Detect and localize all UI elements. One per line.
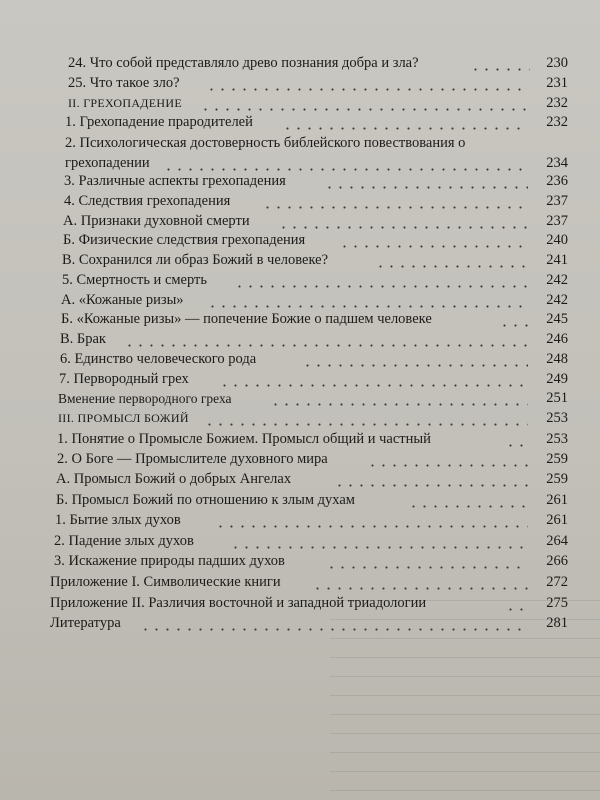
toc-entry [55,510,568,531]
toc-entry-page: 253 [546,431,568,447]
toc-entry-page: 234 [546,155,568,171]
toc-entry-page: 248 [546,351,568,367]
toc-entry-title: А. «Кожаные ризы» [61,292,184,308]
leader-dots [234,285,528,288]
leader-dots [302,364,528,367]
toc-section-heading [58,408,568,429]
toc-entry-title: Б. Промысл Божий по отношению к злым духам [56,492,355,508]
toc-entry-page: 261 [546,512,568,528]
toc-entry [64,191,568,212]
toc-section-heading [68,93,568,114]
toc-entry-page: 237 [546,193,568,209]
toc-entry [65,133,568,154]
toc-entry [57,429,568,450]
toc-entry-title: 4. Следствия грехопадения [64,193,231,209]
toc-entry [57,449,568,470]
toc-entry-page: 237 [546,213,568,229]
leader-dots [339,245,528,248]
toc-entry-title: 7. Первородный грех [59,371,189,387]
toc-entry [60,349,568,370]
toc-entry-title: 2. О Боге — Промыслителе духовного мира [57,451,328,467]
toc-entry-page: 259 [546,451,568,467]
toc-entry [63,211,568,232]
leader-dots [230,546,528,549]
leader-dots [324,186,528,189]
toc-entry-page: 232 [546,114,568,130]
leader-dots [505,444,528,447]
leader-dots [215,525,528,528]
leader-dots [367,464,528,467]
leader-dots [282,127,528,130]
toc-entry-title: 24. Что собой представляло древо познания добра и зла? [68,55,419,71]
toc-entry [65,112,568,133]
toc-entry-title: 1. Понятие о Промысле Божием. Промысл общий и частный [57,431,431,447]
toc-entry-page: 236 [546,173,568,189]
toc-entry-title: III. ПРОМЫСЛ БОЖИЙ [58,411,189,425]
toc-entry-page: 264 [546,533,568,549]
toc-entry-page: 232 [546,95,568,111]
leader-dots [207,305,528,308]
toc-entry-page: 245 [546,311,568,327]
toc-entry [58,388,568,409]
toc-entry-page: 253 [546,410,568,426]
leader-dots [375,265,528,268]
toc-entry [64,171,568,192]
toc-entry-title: В. Брак [60,331,106,347]
leader-dots [206,88,528,91]
toc-entry [60,329,568,350]
toc-entry-page: 230 [546,55,568,71]
toc-entry-title: Вменение первородного греха [58,391,232,406]
leader-dots [262,206,528,209]
toc-entry-title: грехопадении [65,155,150,171]
toc-entry-page: 272 [546,574,568,590]
toc-entry-title: Б. Физические следствия грехопадения [63,232,306,248]
toc-entry [59,369,568,390]
toc-entry-page: 240 [546,232,568,248]
toc-entry [68,73,568,94]
toc-entry-page: 281 [546,615,568,631]
toc-entry [62,270,568,291]
leader-dots [140,628,528,631]
leader-dots [470,68,530,71]
toc-entry-title: 3. Различные аспекты грехопадения [64,173,286,189]
leader-dots [200,108,530,111]
toc-entry [56,490,568,511]
toc-entry-title: А. Промысл Божий о добрых Ангелах [56,471,292,487]
toc-entry-page: 242 [546,292,568,308]
toc-entry-title: 2. Психологическая достоверность библейского повествования о [65,135,466,151]
leader-dots [505,608,528,611]
toc-entry-page: 242 [546,272,568,288]
toc-entry-title: В. Сохранился ли образ Божий в человеке? [62,252,329,268]
toc-entry-title: 2. Падение злых духов [54,533,194,549]
toc-entry-title: Приложение II. Различия восточной и западной триадологии [50,595,427,611]
leader-dots [124,344,528,347]
toc-entry-title: 3. Искажение природы падших духов [54,553,285,569]
toc-entry-page: 261 [546,492,568,508]
toc-entry-page: 241 [546,252,568,268]
toc-entry-page: 259 [546,471,568,487]
toc-entry-title: 5. Смертность и смерть [62,272,207,288]
toc-entry [54,531,568,552]
toc-entry-title: Литература [50,615,121,631]
toc-entry [63,230,568,251]
toc-entry-title: 25. Что такое зло? [68,75,180,91]
toc-entry-page: 249 [546,371,568,387]
toc-entry [62,250,568,271]
toc-entry-page: 246 [546,331,568,347]
toc-entry [50,593,568,614]
leader-dots [408,505,528,508]
toc-entry-title: Б. «Кожаные ризы» — попечение Божие о падшем человеке [61,311,432,327]
leader-dots [326,566,528,569]
toc-entry-page: 266 [546,553,568,569]
toc-entry-title: 1. Бытие злых духов [55,512,181,528]
leader-dots [219,384,528,387]
toc-entry [50,572,568,593]
toc-entry-title: 1. Грехопадение прародителей [65,114,253,130]
leader-dots [499,324,528,327]
leader-dots [312,587,528,590]
toc-entry-page: 251 [546,390,568,406]
toc-entry-title: Приложение I. Символические книги [50,574,281,590]
toc-entry-page: 275 [546,595,568,611]
toc-entry-title: II. ГРЕХОПАДЕНИЕ [68,96,182,110]
toc-entry [61,309,568,330]
toc-entry [68,53,568,74]
toc-entry-page: 231 [546,75,568,91]
toc-entry [54,551,568,572]
toc-entry [50,613,568,634]
leader-dots [334,484,528,487]
toc-entry [56,469,568,490]
toc-entry [61,290,568,311]
toc-entry-title: А. Признаки духовной смерти [63,213,250,229]
toc-entry-title: 6. Единство человеческого рода [60,351,257,367]
leader-dots [278,226,528,229]
leader-dots [270,403,528,406]
leader-dots [204,423,528,426]
